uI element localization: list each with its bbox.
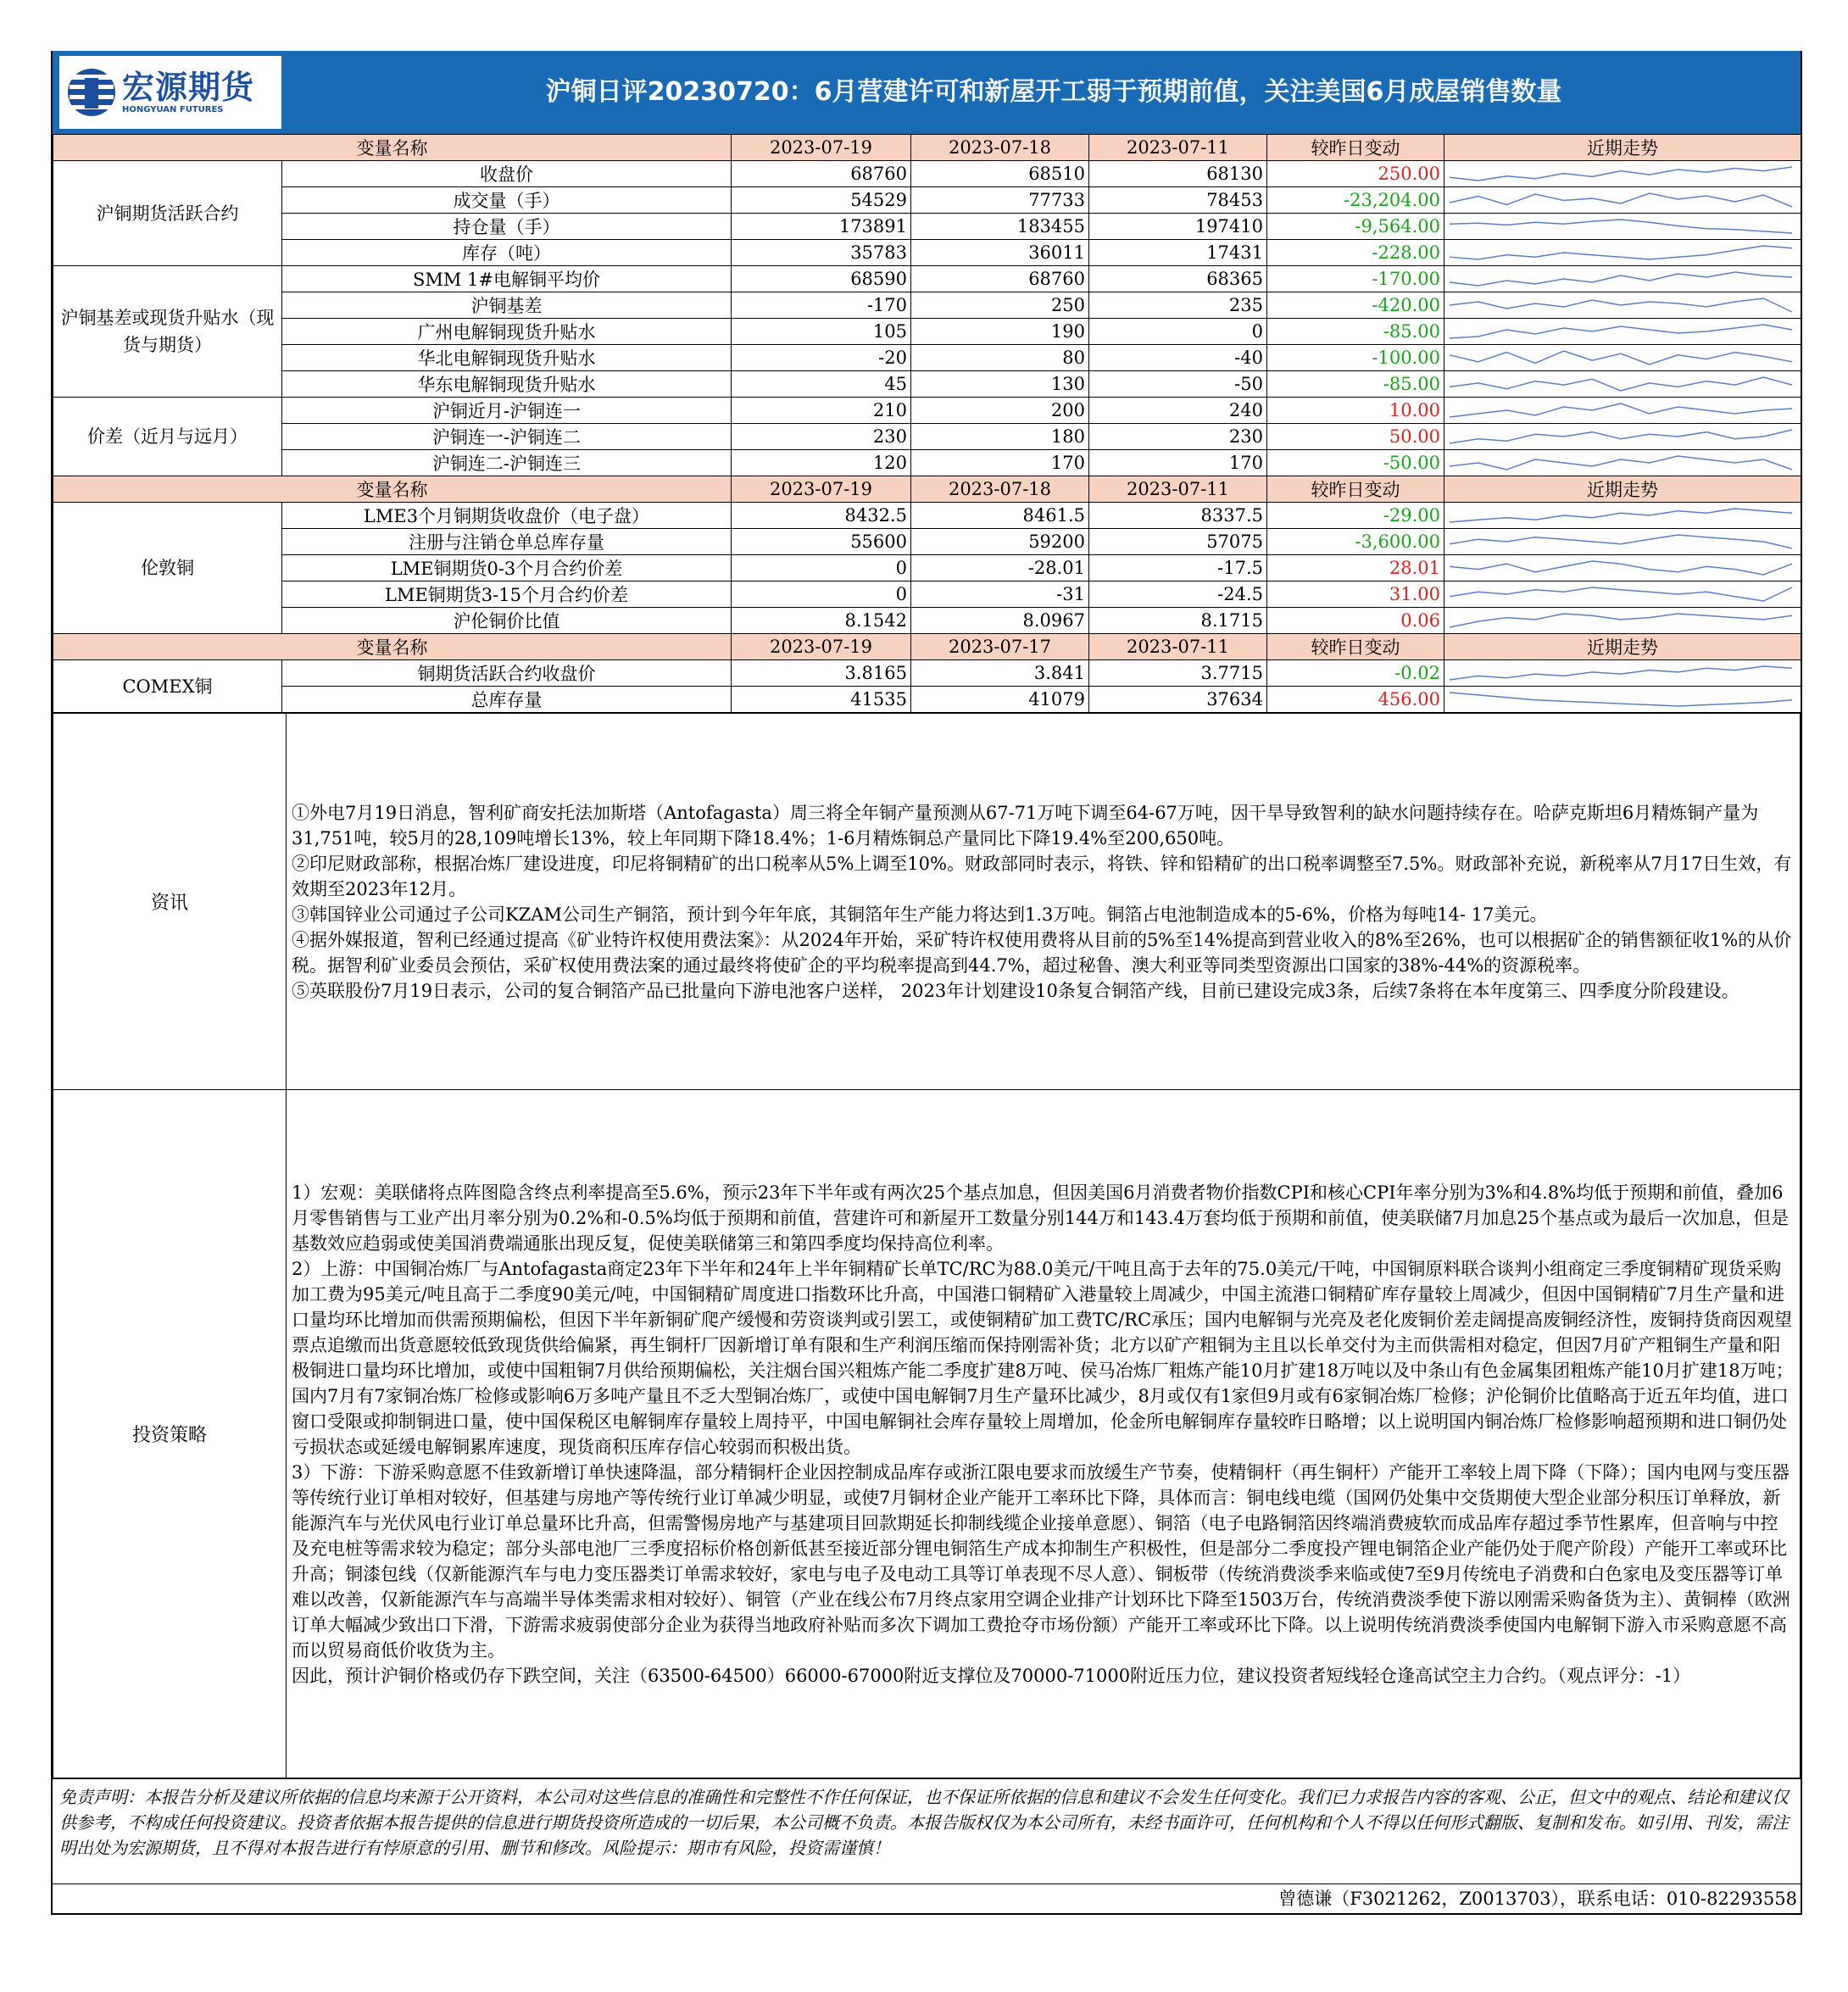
value-cell: 130	[911, 371, 1089, 398]
value-cell: 0	[732, 555, 911, 581]
sparkline	[1446, 293, 1795, 317]
sparkline-cell	[1444, 581, 1801, 608]
value-cell: 36011	[911, 240, 1089, 266]
value-cell: 3.7715	[1089, 660, 1267, 687]
sparkline	[1446, 451, 1795, 475]
header-cell-variable: 变量名称	[53, 634, 732, 660]
variable-name: LME铜期货0-3个月合约价差	[282, 555, 732, 581]
change-cell: 250.00	[1267, 161, 1444, 187]
sparkline-line	[1450, 246, 1792, 259]
sparkline-cell	[1444, 319, 1801, 345]
news-paragraph: ⑤英联股份7月19日表示，公司的复合铜箔产品已批量向下游电池客户送样， 2023年计划建设10条复合铜箔产线，目前已建设完成3条，后续7条将在本年度第三、四季度分阶段建设。	[292, 980, 1739, 1001]
sparkline	[1446, 556, 1795, 580]
header-cell-variable: 变量名称	[53, 476, 732, 503]
header-cell: 2023-07-18	[911, 476, 1089, 503]
value-cell: -17.5	[1089, 555, 1267, 581]
sparkline-line	[1450, 272, 1792, 286]
table-row	[53, 687, 1801, 713]
sparkline-line	[1450, 167, 1792, 181]
change-cell: -85.00	[1267, 371, 1444, 398]
value-cell: 105	[732, 319, 911, 345]
report-title: 沪铜日评20230720：6月营建许可和新屋开工弱于预期前值，关注美国6月成屋销售数量	[545, 77, 1562, 107]
value-cell: 68760	[911, 266, 1089, 292]
value-cell: 17431	[1089, 240, 1267, 266]
table-row	[53, 503, 1801, 529]
value-cell: 173891	[732, 214, 911, 240]
sparkline-line	[1450, 456, 1792, 470]
variable-name: SMM 1#电解铜平均价	[282, 266, 732, 292]
variable-name: 成交量（手）	[282, 187, 732, 214]
sparkline-cell	[1444, 450, 1801, 476]
sparkline	[1446, 530, 1795, 554]
table-row	[53, 529, 1801, 555]
table-row	[53, 240, 1801, 266]
value-cell: 235	[1089, 292, 1267, 319]
value-cell: 80	[911, 345, 1089, 371]
table-row	[53, 187, 1801, 214]
sparkline	[1446, 320, 1795, 343]
sparkline-cell	[1444, 660, 1801, 687]
variable-name: 收盘价	[282, 161, 732, 187]
change-cell: -100.00	[1267, 345, 1444, 371]
strategy-paragraph: 2）上游：中国铜冶炼厂与Antofagasta商定23年下半年和24年上半年铜精矿长单TC/RC为88.0美元/干吨且高于去年的75.0美元/干吨，中国铜原料联合谈判小组商定三季度铜精矿现货采购加工费为95美元/吨且高于二季度90美元/吨，中国铜精矿周度进口指数环比升高，中国港口铜精矿入港量较上周减少，中国主流港口铜精矿库存量较上周减少，但因中国铜精矿7月生产量和进口量均环比增加而供需预期偏松，但因下半年新铜矿爬产缓慢和劳资谈判或引罢工，或使铜精矿加工费TC/RC承压；国内电解铜与光亮及老化废铜价差走阔提高废铜经济性，废铜持货商因观望票点追缴而出货意愿较低致现货供给偏紧，再生铜杆厂因新增订单有限和生产利润压缩而保持刚需补货；北方以矿产粗铜为主且以长单交付为主而供需相对稳定，但因7月矿产粗铜生产量和阳极铜进口量均环比增加，或使中国粗铜7月供给预期偏松，关注烟台国兴粗炼产能二季度扩建8万吨、侯马冶炼厂粗炼产能10月扩建18万吨以及中条山有色金属集团粗炼产能10月扩建18万吨；国内7月有7家铜冶炼厂检修或影响6万多吨产量且不乏大型铜冶炼厂，或使中国电解铜7月生产量环比减少，8月或仅有1家但9月或有6家铜冶炼厂检修；沪伦铜价比值略高于近五年均值，进口窗口受限或抑制铜进口量，使中国保税区电解铜库存量较上周持平，中国电解铜社会库存量较上周增加，伦金所电解铜库存量较昨日略增；以上说明国内铜冶炼厂检修影响超预期和进口铜仍处亏损状态或延缓电解铜累库速度，现货商积压库存信心较弱而积极出货。	[292, 1258, 1794, 1457]
variable-name: 持仓量（手）	[282, 214, 732, 240]
sparkline	[1446, 214, 1795, 238]
sparkline	[1446, 582, 1795, 606]
sparkline-line	[1450, 693, 1792, 706]
change-cell: 28.01	[1267, 555, 1444, 581]
header-cell: 近期走势	[1444, 476, 1801, 503]
sparkline-line	[1450, 298, 1792, 312]
value-cell: 200	[911, 398, 1089, 424]
value-cell: 77733	[911, 187, 1089, 214]
section-header-row	[53, 135, 1801, 161]
change-cell: -420.00	[1267, 292, 1444, 319]
section-header-row	[53, 634, 1801, 660]
logo-cn-text: 宏源期货	[122, 69, 255, 106]
table-row	[53, 214, 1801, 240]
disclaimer-text: 免责声明：本报告分析及建议所依据的信息均来源于公开资料，本公司对这些信息的准确性和完整性不作任何保证，也不保证所依据的信息和建议不会发生任何变化。我们已力求报告内容的客观、公正，但文中的观点、结论和建议仅供参考，不构成任何投资建议。投资者依据本报告提供的信息进行期货投资所造成的一切后果，本公司概不负责。本报告版权仅为本公司所有，未经书面许可，任何机构和个人不得以任何形式翻版、复制和发布。如引用、刊发，需注明出处为宏源期货，且不得对本报告进行有悖原意的引用、删节和修改。风险提示：期市有风险，投资需谨慎！	[53, 1778, 1801, 1883]
strategy-row	[53, 1090, 1801, 1778]
value-cell: 8461.5	[911, 503, 1089, 529]
table-row	[53, 555, 1801, 581]
variable-name: 沪伦铜价比值	[282, 608, 732, 634]
sparkline	[1446, 372, 1795, 396]
table-row	[53, 371, 1801, 398]
value-cell: -31	[911, 581, 1089, 608]
logo-en-text: HONGYUAN FUTURES	[122, 105, 224, 114]
table-row	[53, 450, 1801, 476]
company-logo	[59, 56, 281, 129]
table-row	[53, 345, 1801, 371]
value-cell: 197410	[1089, 214, 1267, 240]
sparkline-cell	[1444, 503, 1801, 529]
header-cell: 2023-07-18	[911, 135, 1089, 161]
header-cell: 2023-07-11	[1089, 135, 1267, 161]
change-cell: -50.00	[1267, 450, 1444, 476]
sparkline-cell	[1444, 555, 1801, 581]
value-cell: 230	[732, 424, 911, 450]
sparkline	[1446, 687, 1795, 711]
change-cell: -228.00	[1267, 240, 1444, 266]
sparkline	[1446, 346, 1795, 370]
table-row	[53, 266, 1801, 292]
value-cell: 37634	[1089, 687, 1267, 713]
value-cell: 183455	[911, 214, 1089, 240]
group-label: 沪铜期货活跃合约	[53, 161, 282, 266]
sparkline-line	[1450, 325, 1792, 338]
value-cell: 35783	[732, 240, 911, 266]
value-cell: 8.0967	[911, 608, 1089, 634]
value-cell: 0	[732, 581, 911, 608]
sparkline	[1446, 661, 1795, 685]
section-header-row	[53, 476, 1801, 503]
header-cell: 2023-07-19	[732, 135, 911, 161]
report-header	[53, 51, 1801, 134]
sparkline	[1446, 241, 1795, 264]
sparkline-line	[1450, 561, 1792, 575]
value-cell: 8432.5	[732, 503, 911, 529]
logo-mark-icon	[66, 63, 117, 122]
value-cell: 8337.5	[1089, 503, 1267, 529]
value-cell: 210	[732, 398, 911, 424]
sparkline-cell	[1444, 424, 1801, 450]
news-paragraph: ③韩国锌业公司通过子公司KZAM公司生产铜箔，预计到今年年底，其铜箔年生产能力将达到1.3万吨。铜箔占电池制造成本的5-6%，价格为每吨14- 17美元。	[292, 904, 1548, 925]
value-cell: 8.1715	[1089, 608, 1267, 634]
report-sheet	[51, 51, 1802, 1915]
value-cell: 0	[1089, 319, 1267, 345]
variable-name: 沪铜近月-沪铜连一	[282, 398, 732, 424]
group-label: 价差（近月与远月）	[53, 398, 282, 476]
value-cell: 180	[911, 424, 1089, 450]
sparkline-line	[1450, 351, 1792, 364]
value-cell: 240	[1089, 398, 1267, 424]
header-cell: 近期走势	[1444, 135, 1801, 161]
strategy-paragraph: 3）下游：下游采购意愿不佳致新增订单快速降温，部分精铜杆企业因控制成品库存或浙江限电要求而放缓生产节奏，使精铜杆（再生铜杆）产能开工率较上周下降（下降）；国内电网与变压器等传统行业订单相对较好，但基建与房地产等传统行业订单减少明显，或使7月铜材企业产能开工率环比下降，具体而言：铜电线电缆（国网仍处集中交货期使大型企业部分积压订单释放，新能源汽车与光伏风电行业订单总量环比升高，但需警惕房地产与基建项目回款期延长抑制线缆企业接单意愿）、铜箔（电子电路铜箔因终端消费疲软而成品库存超过季节性累库，但音响与中控及充电桩等需求较为稳定；部分头部电池厂三季度招标价格创新低甚至接近部分锂电铜箔生产成本抑制生产积极性，但是部分二季度投产锂电铜箔企业产能仍处于爬产阶段）产能开工率或环比升高；铜漆包线（仅新能源汽车与电力变压器类订单需求较好，家电与电子及电动工具等订单表现不尽人意）、铜板带（传统消费淡季来临或使7至9月传统电子消费和白色家电及变压器等订单难以改善，仅新能源汽车与高端半导体类需求相对较好）、铜管（产业在线公布7月终点家用空调企业排产计划环比下降至1503万台，传统消费淡季使下游以刚需采购备货为主）、黄铜棒（欧洲订单大幅减少致出口下滑，下游需求疲弱使部分企业为获得当地政府补贴而多次下调加工费抢夺市场份额）产能开工率或环比下降。以上说明传统消费淡季使国内电解铜下游入市采购意愿不高而以贸易商低价收货为主。	[292, 1461, 1790, 1661]
sparkline-cell	[1444, 371, 1801, 398]
news-paragraph: ②印尼财政部称，根据冶炼厂建设进度，印尼将铜精矿的出口税率从5%上调至10%。财政部同时表示，将铁、锌和铅精矿的出口税率调整至7.5%。财政部补充说，新税率从7月17日生效，有效期至2023年12月。	[292, 853, 1792, 899]
change-cell: -85.00	[1267, 319, 1444, 345]
strategy-label: 投资策略	[53, 1090, 287, 1778]
news-paragraph: ④据外媒报道，智利已经通过提高《矿业特许权使用费法案》：从2024年开始，采矿特许权使用费将从目前的5%至14%提高到营业收入的8%至26%，也可以根据矿企的销售额征收1%的从价税。据智利矿业委员会预估，采矿权使用费法案的通过最终将使矿企的平均税率提高到44.7%，超过秘鲁、澳大利亚等同类型资源出口国家的38%-44%的资源税率。	[292, 929, 1792, 976]
value-cell: 45	[732, 371, 911, 398]
value-cell: -24.5	[1089, 581, 1267, 608]
table-row	[53, 660, 1801, 687]
change-cell: -23,204.00	[1267, 187, 1444, 214]
value-cell: 55600	[732, 529, 911, 555]
sparkline-line	[1450, 193, 1792, 207]
header-cell: 2023-07-19	[732, 634, 911, 660]
sparkline-line	[1450, 377, 1792, 391]
sparkline-line	[1450, 587, 1792, 601]
header-cell: 较昨日变动	[1267, 135, 1444, 161]
change-cell: -3,600.00	[1267, 529, 1444, 555]
value-cell: -50	[1089, 371, 1267, 398]
header-cell: 近期走势	[1444, 634, 1801, 660]
sparkline-cell	[1444, 529, 1801, 555]
sparkline-cell	[1444, 345, 1801, 371]
value-cell: -170	[732, 292, 911, 319]
value-cell: 41535	[732, 687, 911, 713]
header-cell-variable: 变量名称	[53, 135, 732, 161]
variable-name: 广州电解铜现货升贴水	[282, 319, 732, 345]
variable-name: 铜期货活跃合约收盘价	[282, 660, 732, 687]
sparkline-cell	[1444, 240, 1801, 266]
news-body	[287, 714, 1801, 1090]
strategy-paragraph: 1）宏观：美联储将点阵图隐含终点利率提高至5.6%，预示23年下半年或有两次25个基点加息，但因美国6月消费者物价指数CPI和核心CPI年率分别为3%和4.8%均低于预期和前值，叠加6月零售销售与工业产出月率分别为0.2%和-0.5%均低于预期和前值，营建许可和新屋开工数量分别144万和143.4万套均低于预期和前值，使美联储7月加息25个基点或为最后一次加息，但是基数效应趋弱或使美国消费端通胀出现反复，促使美联储第三和第四季度均保持高位利率。	[292, 1182, 1790, 1254]
change-cell: 31.00	[1267, 581, 1444, 608]
change-cell: 0.06	[1267, 608, 1444, 634]
change-cell: 456.00	[1267, 687, 1444, 713]
value-cell: 170	[911, 450, 1089, 476]
header-cell: 2023-07-11	[1089, 634, 1267, 660]
change-cell: -29.00	[1267, 503, 1444, 529]
variable-name: 库存（吨）	[282, 240, 732, 266]
sparkline	[1446, 267, 1795, 291]
value-cell: 68130	[1089, 161, 1267, 187]
strategy-paragraph: 因此，预计沪铜价格或仍存下跌空间，关注（63500-64500）66000-67000附近支撑位及70000-71000附近压力位，建议投资者短线轻仓逢高试空主力合约。（观点评分：-1）	[292, 1665, 1691, 1686]
variable-name: 注册与注销仓单总库存量	[282, 529, 732, 555]
value-cell: 41079	[911, 687, 1089, 713]
sparkline	[1446, 425, 1795, 448]
sparkline-line	[1450, 666, 1792, 680]
value-cell: -40	[1089, 345, 1267, 371]
value-cell: 68760	[732, 161, 911, 187]
table-row	[53, 608, 1801, 634]
variable-name: 总库存量	[282, 687, 732, 713]
sparkline-cell	[1444, 266, 1801, 292]
table-row	[53, 292, 1801, 319]
variable-name: LME铜期货3-15个月合约价差	[282, 581, 732, 608]
value-cell: 68590	[732, 266, 911, 292]
value-cell: 54529	[732, 187, 911, 214]
sparkline	[1446, 398, 1795, 422]
value-cell: 57075	[1089, 529, 1267, 555]
strategy-body	[287, 1090, 1801, 1778]
change-cell: -0.02	[1267, 660, 1444, 687]
news-paragraph: ①外电7月19日消息，智利矿商安托法加斯塔（Antofagasta）周三将全年铜产量预测从67-71万吨下调至64-67万吨，因干旱导致智利的缺水问题持续存在。哈萨克斯坦6月精炼铜产量为31,751吨，较5月的28,109吨增长13%，较上年同期下降18.4%；1-6月精炼铜总产量同比下降19.4%至200,650吨。	[292, 802, 1759, 849]
variable-name: 华东电解铜现货升贴水	[282, 371, 732, 398]
sparkline-line	[1450, 430, 1792, 443]
value-cell: 78453	[1089, 187, 1267, 214]
variable-name: 沪铜连二-沪铜连三	[282, 450, 732, 476]
change-cell: -170.00	[1267, 266, 1444, 292]
sparkline	[1446, 188, 1795, 212]
sparkline	[1446, 162, 1795, 186]
value-cell: 170	[1089, 450, 1267, 476]
table-row	[53, 319, 1801, 345]
value-cell: 120	[732, 450, 911, 476]
table-row	[53, 398, 1801, 424]
header-cell: 2023-07-19	[732, 476, 911, 503]
sparkline-cell	[1444, 161, 1801, 187]
sparkline-cell	[1444, 687, 1801, 713]
header-cell: 较昨日变动	[1267, 476, 1444, 503]
value-cell: -20	[732, 345, 911, 371]
header-cell: 2023-07-11	[1089, 476, 1267, 503]
table-row	[53, 161, 1801, 187]
news-label: 资讯	[53, 714, 287, 1090]
sparkline-line	[1450, 614, 1792, 627]
sparkline-line	[1450, 535, 1792, 548]
variable-name: 沪铜基差	[282, 292, 732, 319]
table-row	[53, 581, 1801, 608]
variable-name: LME3个月铜期货收盘价（电子盘）	[282, 503, 732, 529]
sparkline-line	[1450, 220, 1792, 233]
variable-name: 华北电解铜现货升贴水	[282, 345, 732, 371]
group-label: 伦敦铜	[53, 503, 282, 634]
sparkline-cell	[1444, 292, 1801, 319]
value-cell: 190	[911, 319, 1089, 345]
header-cell: 较昨日变动	[1267, 634, 1444, 660]
sparkline-line	[1450, 509, 1792, 522]
sparkline-cell	[1444, 398, 1801, 424]
sparkline-cell	[1444, 214, 1801, 240]
table-row	[53, 424, 1801, 450]
value-cell: 230	[1089, 424, 1267, 450]
value-cell: 8.1542	[732, 608, 911, 634]
change-cell: 50.00	[1267, 424, 1444, 450]
value-cell: 68365	[1089, 266, 1267, 292]
change-cell: 10.00	[1267, 398, 1444, 424]
value-cell: 250	[911, 292, 1089, 319]
value-cell: 59200	[911, 529, 1089, 555]
group-label: COMEX铜	[53, 660, 282, 713]
value-cell: 68510	[911, 161, 1089, 187]
variable-name: 沪铜连一-沪铜连二	[282, 424, 732, 450]
change-cell: -9,564.00	[1267, 214, 1444, 240]
analyst-contact: 曾德谦（F3021262，Z0013703），联系电话：010-82293558	[53, 1883, 1801, 1913]
news-row	[53, 714, 1801, 1090]
group-label: 沪铜基差或现货升贴水（现货与期货）	[53, 266, 282, 398]
sparkline-line	[1450, 403, 1792, 417]
sparkline	[1446, 504, 1795, 527]
value-cell: 3.841	[911, 660, 1089, 687]
sparkline-cell	[1444, 608, 1801, 634]
sparkline	[1446, 609, 1795, 632]
header-cell: 2023-07-17	[911, 634, 1089, 660]
sparkline-cell	[1444, 187, 1801, 214]
value-cell: -28.01	[911, 555, 1089, 581]
value-cell: 3.8165	[732, 660, 911, 687]
market-data-table	[53, 134, 1801, 713]
commentary-table	[53, 713, 1801, 1778]
